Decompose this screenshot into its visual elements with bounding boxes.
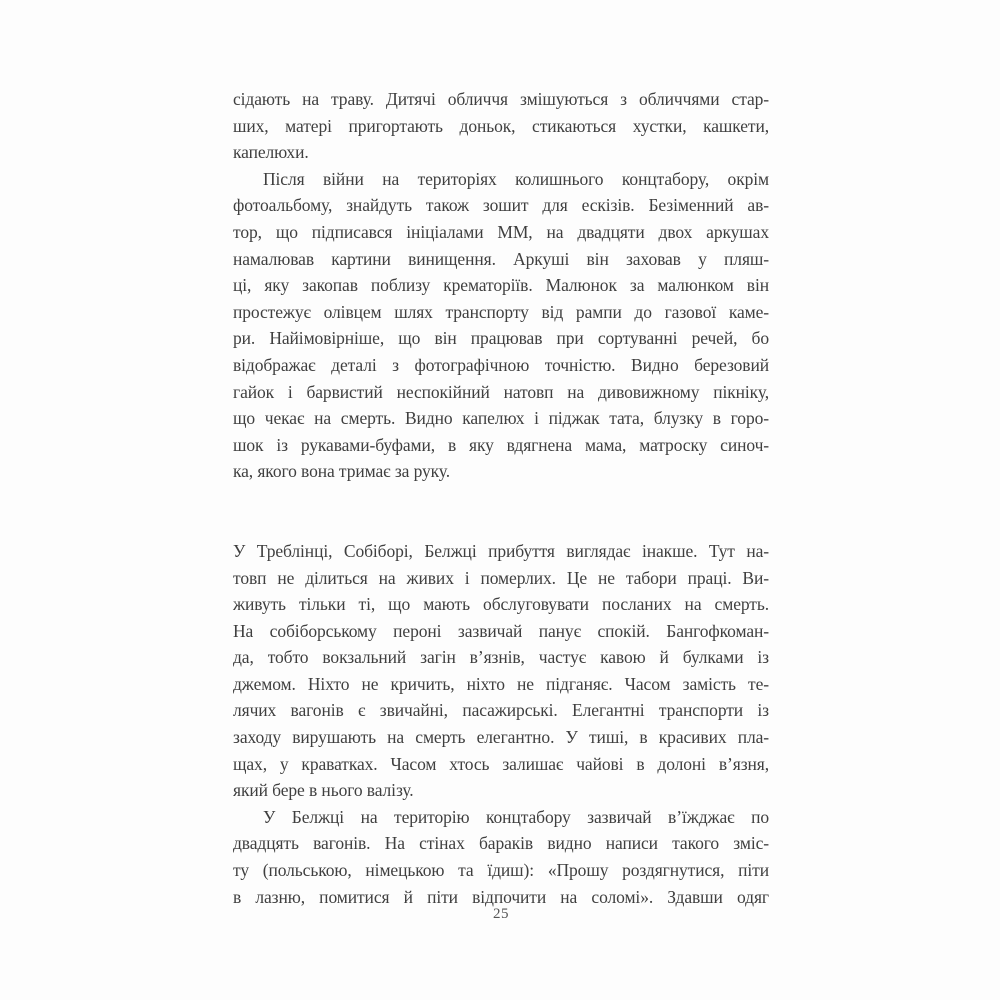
text-line: фотоальбому, знайдуть також зошит для ескізів. Безіменний ав- [233, 195, 769, 216]
paragraph [233, 804, 769, 910]
text-line: У Белжці на територію концтабору зазвичай в’їжджає по [263, 806, 769, 827]
text-line: ці, яку закопав поблизу крематоріїв. Малюнок за малюнком він [233, 275, 769, 296]
text-line: намалював картини винищення. Аркуші він заховав у пляш- [233, 248, 769, 269]
text-line: заходу вирушають на смерть елегантно. У тиші, в красивих пла- [233, 727, 769, 748]
text-line: ка, якого вона тримає за руку. [233, 461, 450, 482]
text-line: щах, у краватках. Часом хтось залишає чайові в долоні в’язня, [233, 753, 769, 774]
text-line: що чекає на смерть. Видно капелюх і піджак тата, блузку в горо- [233, 408, 769, 429]
text-line: тор, що підписався ініціалами ММ, на двадцяти двох аркушах [233, 221, 769, 242]
text-line: ших, матері пригортають доньок, стикаються хустки, кашкети, [233, 115, 769, 136]
page-number: 25 [493, 906, 509, 922]
text-line: ту (польською, німецькою та їдиш): «Прошу роздягнутися, піти [233, 860, 769, 881]
text-block [233, 86, 769, 910]
text-line: лячих вагонів є звичайні, пасажирські. Елегантні транспорти із [233, 700, 769, 721]
text-line: сідають на траву. Дитячі обличчя змішуються з обличчями стар- [233, 89, 769, 109]
text-line: товп не ділиться на живих і померлих. Це не табори праці. Ви- [233, 567, 769, 588]
text-line: в лазню, помитися й піти відпочити на соломі». Здавши одяг [233, 886, 769, 907]
text-line: шок із рукавами-буфами, в яку вдягнена мама, матроску синоч- [233, 434, 769, 455]
text-line: простежує олівцем шлях транспорту від рампи до газової каме- [233, 301, 769, 322]
text-line: Після війни на територіях колишнього концтабору, окрім [263, 168, 769, 189]
text-line: да, тобто вокзальний загін в’язнів, частує кавою й булками із [233, 647, 769, 668]
paragraph [233, 86, 769, 166]
text-line: який бере в нього валізу. [233, 780, 414, 801]
text-line: У Треблінці, Собіборі, Белжці прибуття виглядає інакше. Тут на- [233, 540, 769, 561]
paragraph [233, 538, 769, 804]
text-line: капелюхи. [233, 142, 309, 163]
text-line: гайок і барвистий неспокійний натовп на дивовижному пікніку, [233, 381, 769, 402]
text-line: На собіборському пероні зазвичай панує спокій. Бангофкоман- [233, 620, 769, 641]
text-line: двадцять вагонів. На стінах бараків видно написи такого зміс- [233, 833, 769, 854]
text-line: живуть тільки ті, що мають обслуговувати посланих на смерть. [233, 594, 769, 615]
paragraph [233, 166, 769, 485]
text-line: джемом. Ніхто не кричить, ніхто не підганяє. Часом замість те- [233, 673, 769, 694]
text-line: ри. Найімовірніше, що він працював при сортуванні речей, бо [233, 328, 769, 349]
section-break [233, 485, 769, 538]
text-line: відображає деталі з фотографічною точністю. Видно березовий [233, 354, 769, 375]
